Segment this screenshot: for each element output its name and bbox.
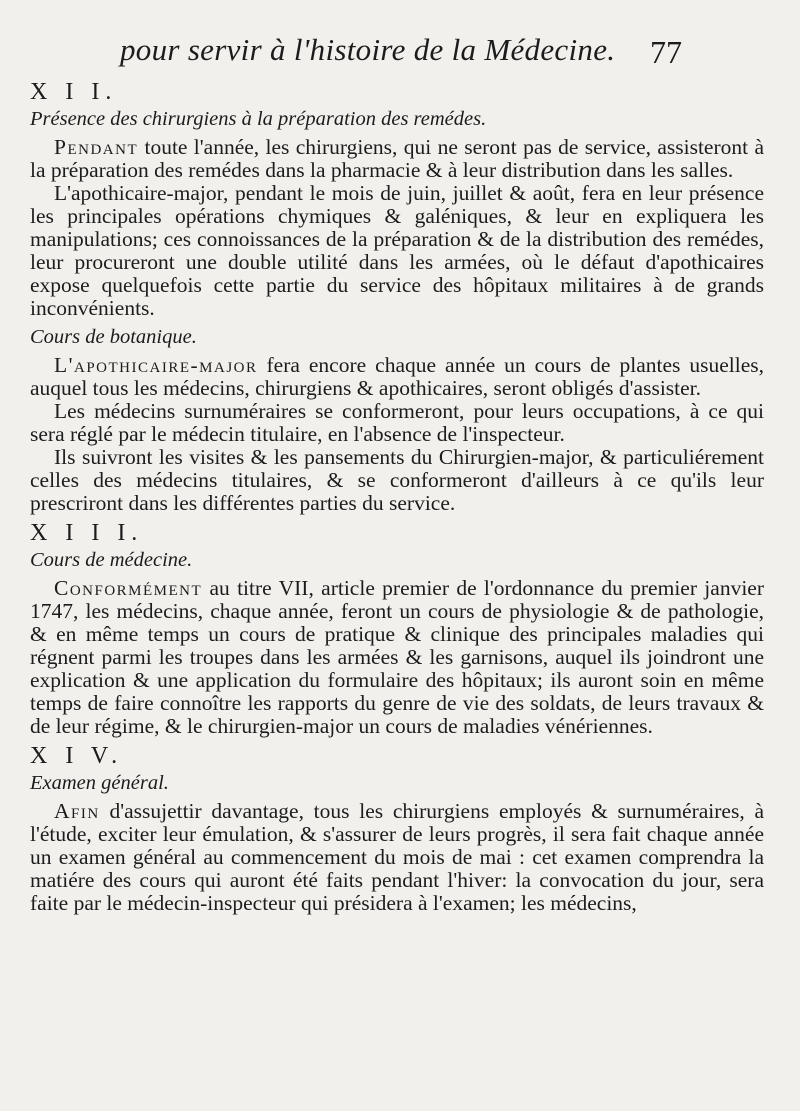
page-header <box>0 30 800 80</box>
paragraph-text: fera encore chaque année un cours de plantes usuelles, auquel tous les médecins, chirurgiens & apothicaires, seront obligés d'assister. <box>30 353 764 400</box>
paragraph <box>30 136 764 182</box>
lead-word: Afin <box>54 799 100 823</box>
section-title: Présence des chirurgiens à la préparation des remédes. <box>30 108 487 130</box>
paragraph-text: toute l'année, les chirurgiens, qui ne seront pas de service, assisteront à la préparation des remédes dans la pharmacie & à leur distribution dans les salles. <box>30 135 764 182</box>
section-number: X I V. <box>30 743 124 769</box>
paragraph <box>30 800 764 915</box>
section-title: Examen général. <box>30 772 169 794</box>
page-number: 77 <box>650 34 682 70</box>
paragraph-text: Ils suivront les visites & les pansements du Chirurgien-major, & particuliérement celles des médecins titulaires, & se conformeront d'ailleurs à ce qu'ils leur prescriront dans les différentes parties du service. <box>30 445 764 515</box>
paragraph <box>30 577 764 738</box>
paragraph <box>30 182 764 320</box>
section-title: Cours de botanique. <box>30 326 197 348</box>
paragraph-text: L'apothicaire-major, pendant le mois de juin, juillet & août, fera en leur présence les principales opérations chymiques & galéniques, & leur en expliquera les manipulations; ces connoissances de la préparation & de la distribution des remédes, leur procureront une double utilité dans les armées, où le défaut d'apothicaires expose quelquefois cette partie du service des hôpitaux militaires à de grands inconvénients. <box>30 181 764 320</box>
section-number: X I I I. <box>30 520 144 546</box>
section-number: X I I. <box>30 79 118 105</box>
section-title: Cours de médecine. <box>30 549 193 571</box>
lead-word: Pendant <box>54 135 139 159</box>
paragraph-text: d'assujettir davantage, tous les chirurgiens employés & surnuméraires, à l'étude, exciter leur émulation, & s'assurer de leurs progrès, il sera fait chaque année un examen général au commencement du mois de mai : cet examen comprendra la matiére des cours qui auront été faits pendant l'hiver: la convocation du jour, sera faite par le médecin-inspecteur qui présidera à l'examen; les médecins, <box>30 799 764 915</box>
paragraph <box>30 354 764 400</box>
paragraph-text: au titre VII, article premier de l'ordonnance du premier janvier 1747, les médecins, chaque année, feront un cours de physiologie & de pathologie, & en même temps un cours de pratique & clinique des principales maladies qui régnent parmi les troupes dans les armées & les garnisons, auquel ils joindront une explication & une application du formulaire des hôpitaux; ils auront soin en même temps de faire connoître les rapports du genre de vie des soldats, de leurs travaux & de leur régime, & le chirurgien-major un cours de maladies vénériennes. <box>30 576 764 738</box>
lead-word: Conformément <box>54 576 203 600</box>
paragraph <box>30 446 764 515</box>
paragraph <box>30 400 764 446</box>
paragraph-text: Les médecins surnuméraires se conformeront, pour leurs occupations, à ce qui sera réglé par le médecin titulaire, en l'absence de l'inspecteur. <box>30 399 764 446</box>
running-title: pour servir à l'histoire de la Médecine. <box>120 32 616 67</box>
lead-word: L'apothicaire-major <box>54 353 258 377</box>
page-body <box>30 78 764 915</box>
